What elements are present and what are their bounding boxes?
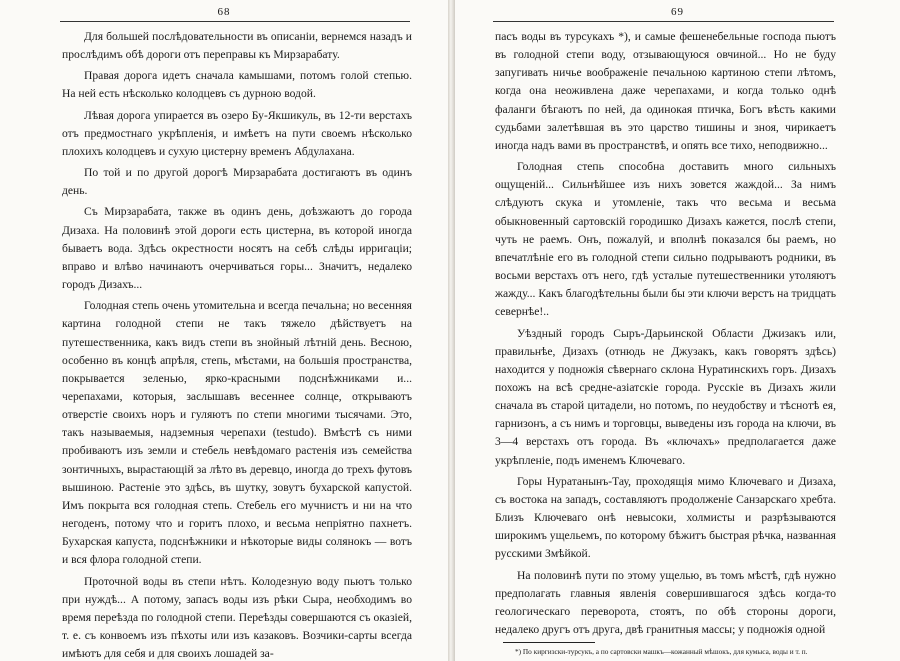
header-rule-right bbox=[493, 21, 834, 22]
paragraph: Правая дорога идетъ сначала камышами, потомъ голой степью. На ней есть нѣсколько колодцевъ съ дурною водой. bbox=[62, 69, 412, 101]
paragraph: Для большей послѣдовательности въ описаніи, вернемся назадъ и прослѣдимъ обѣ дороги отъ переправы къ Мирзарабату. bbox=[62, 30, 412, 62]
left-page-text bbox=[0, 28, 448, 661]
paragraph: Уѣздный городъ Сыръ-Дарьинской Области Джизакъ или, правильнѣе, Дизахъ (отнюдь не Джузакъ, какъ говорятъ здѣсь) находится у подножія сѣвернаго склона Нуратинскихъ горъ. Дизахъ похожъ на всѣ средне-азіатскіе города. Русскіе въ Дизахъ жили сначала въ старой цитадели, но потомъ, по неудобству и тѣснотѣ ея, гарнизонъ, а съ нимъ и торговцы, выведены изъ города на ключи, въ 3—4 верстахъ отъ города. Въ «ключахъ» предполагается даже укрѣпленіе, подъ именемъ Ключеваго. bbox=[495, 326, 836, 467]
paragraph: Голодная степь очень утомительна и всегда печальна; но весенняя картина голодной степи не такъ тяжело дѣйствуетъ на путешественника, какъ видъ степи въ знойный лѣтній день. Весною, особенно въ концѣ апрѣля, степь, мѣстами, на большія пространства, покрывается зеленью, ярко-красными подснѣжниками и... черепахами, которыя, заслышавъ весеннее солнце, открываютъ отверстіе своихъ норъ и гуляютъ по степи многими тысячами. Это, такъ называемыя, надземныя черепахи (testudo). Вмѣстѣ съ ними пробиваютъ изъ земли и стебель невѣдомаго растенія изъ семейства зонтичныхъ, вырастающій за лѣто въ деревцо, иногда до трехъ футовъ вышиною. Растеніе это здѣсь, въ шутку, зовутъ бухарской капустой. Имъ покрыта вся голодная степь. Стебель его мучнистъ и ни на что негоденъ, потому что и горитъ плохо, и весьма непріятно пахнетъ. Бухарская капуста, подснѣжники и нѣкоторые виды солянокъ — вотъ и вся флора голодной степи. bbox=[62, 299, 412, 567]
right-page-text bbox=[455, 28, 900, 639]
paragraph: Проточной воды въ степи нѣтъ. Колодезную воду пьютъ только при нуждѣ... А потому, запасъ воды изъ рѣки Сыра, необходимъ во время переѣзда по голодной степи. Переѣзды совершаются съ оказіей, т. е. съ конвоемъ изъ пѣхоты или изъ казаковъ. Возчики-сарты всегда имѣютъ для себя и для своихъ лошадей за- bbox=[62, 574, 412, 661]
paragraph: Голодная степь способна доставить много сильныхъ ощущеній... Сильнѣйшее изъ нихъ зовется жаждой... За нимъ слѣдуютъ скука и утомленіе, такъ что весьма и весьма обыкновенный сартовскій городишко Дизахъ кажется, послѣ степи, чуть не раемъ. Онъ, пожалуй, и вполнѣ показался бы раемъ, но впечатлѣніе его въ голодной степи сильно подрываютъ родники, въ восьми верстахъ отъ него, гдѣ усталые путешественники утоляютъ жажду... Какъ благодѣтельны были бы эти ключи верстъ на тридцать севернѣе!.. bbox=[495, 160, 836, 319]
page-number-right: 69 bbox=[671, 6, 684, 18]
header-rule-left bbox=[60, 21, 410, 22]
book-gutter bbox=[448, 0, 455, 661]
footnote: *) По киргизски-турсукъ, а по сартовски машкъ—кожанный мѣшокъ, для кумыса, воды и т. п. bbox=[515, 647, 808, 657]
right-page bbox=[455, 0, 900, 661]
footnote-rule bbox=[503, 642, 595, 643]
paragraph: На половинѣ пути по этому ущелью, въ томъ мѣстѣ, гдѣ нужно предполагать главныя явленія совершившагося здѣсь когда-то геологическаго переворота, стоятъ, по обѣ стороны дороги, недалеко другъ отъ друга, двѣ гранитныя массы; у подножія одной bbox=[495, 568, 836, 636]
paragraph: пасъ воды въ турсукахъ *), и самые фешенебельные господа пьютъ въ голодной степи воду, отзывающуюся овчиной... Но не буду запугивать ничье воображеніе печальною картиною степи лѣтомъ, когда она неоживлена даже черепахами, и когда только однѣ фаланги бѣгаютъ по ней, да одинокая птичка, Богъ вѣсть какими судьбами залетѣвшая въ это царство тишины и зноя, чирикаетъ иногда надъ вами въ пространствѣ, и опять все тихо, неподвижно... bbox=[495, 30, 836, 152]
paragraph: Горы Нуратанынъ-Тау, проходящія мимо Ключеваго и Дизаха, съ востока на западъ, составляютъ продолженіе Санзарскаго хребта. Близъ Ключеваго онѣ невысоки, холмисты и разрѣзываются широкимъ ущельемъ, по которому бѣжитъ быстрая рѣчка, названная русскими Змѣйкой. bbox=[495, 474, 836, 561]
paragraph: Лѣвая дорога упирается въ озеро Бу-Якшикуль, въ 12-ти верстахъ отъ предмостнаго укрѣпленія, и имѣетъ на пути своемъ нѣсколько плохихъ колодцевъ и сухую цистерну временъ Абдулахана. bbox=[62, 108, 412, 158]
paragraph: Съ Мирзарабата, также въ одинъ день, доѣзжаютъ до города Дизаха. На половинѣ этой дороги есть цистерна, въ которой иногда бываетъ вода. Здѣсь окрестности носятъ на себѣ слѣды ирригаціи; вправо и влѣво начинаютъ очерчиваться горы... Значитъ, недалеко городъ Дизахъ... bbox=[62, 205, 412, 292]
page-number-left: 68 bbox=[217, 6, 231, 18]
paragraph: По той и по другой дорогѣ Мирзарабата достигаютъ въ одинъ день. bbox=[62, 166, 412, 198]
left-page bbox=[0, 0, 448, 661]
